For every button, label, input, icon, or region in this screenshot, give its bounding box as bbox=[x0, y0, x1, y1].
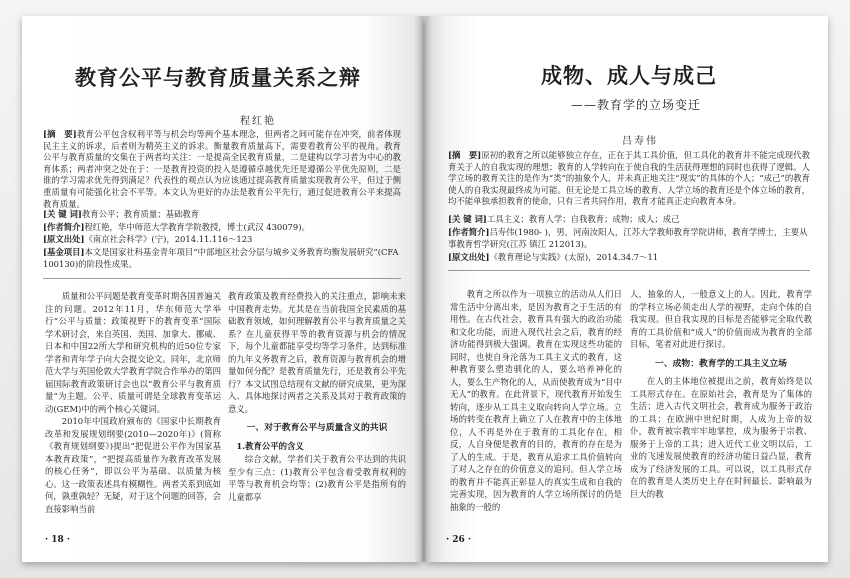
funding-label: [基金项目] bbox=[43, 246, 85, 257]
body-column-2 bbox=[630, 288, 812, 528]
funding-line bbox=[43, 246, 401, 271]
body-paragraph: 人，抽象的人，一般意义上的人。因此，教育学的学科立场必须走出人学的视野，走向个体的自我实现。但自我实现的目标是否能够完全取代教育的工具价值和“成人”的价值而成为教育的全部目标，笔者对此进行探讨。 bbox=[630, 289, 812, 349]
keywords-line bbox=[448, 213, 810, 226]
article-author: 吕寿伟 bbox=[622, 136, 658, 147]
source-line bbox=[43, 233, 401, 246]
abstract bbox=[448, 150, 810, 208]
body-paragraph: 在人的主体地位被提出之前，教育始终是以工具形式存在。在原始社会，教育是为了集体的生活；进入古代文明社会，教育成为服务于政治的工具；在欧洲中世纪时期，人成为上帝的奴仆，教育被宗教牢牢地掌控，成为服务于宗教、服务于上帝的工具；进入近代工业文明以后，工业的飞速发展使教育的经济功能日益凸显，教育成为了经济发展的工具。可以说，以工具形式存在的教育是人类历史上存在时间最长、影响最为巨大的教 bbox=[630, 376, 812, 499]
keywords-text: 工具主义；教育人学；自我教育；成物；成人；成己 bbox=[486, 214, 680, 224]
abstract-text: 教育公平包含权利平等与机会均等两个基本理念，但两者之间可能存在冲突，前者体现民主主义的诉求，后者则为精英主义的诉求。衡量教育质量高下，需要看教育公平的视角。教育公平与教育质量的交集在于两者均关注：一是提高全民教育质量，二是建构以学习者为中心的教育体系；两者冲突之处在于：一是教育投资的投入是遵循卓越优先还是遵循公平优先原则，二是谁的学习需求优先得到满足？代表性的观点认为应该通过提高教育质量实现教育公平，但过于侧重质量有可能强化社会不平等。本文认为更好的办法是教育公平先行，通过促进教育公平来提高教育质量。 bbox=[43, 129, 401, 209]
body-column-1 bbox=[450, 288, 622, 528]
right-page bbox=[426, 16, 828, 562]
left-page bbox=[22, 16, 422, 562]
body-paragraph: 教育政策及教育经费投入的关注重点，影响未来中国教育走势。尤其是在当前我国全民素质的基础教育领域，如何理解教育公平与教育质量之关系？在儿童获得平等的教育资源与机会的情况下，每个儿童都能享受均等学习条件，达到标准的九年义务教育之后，教育资源与教育机会的增量如何分配？是教育质量先行，还是教育公平先行？本文试图总结现有文献的研究成果，更为深入、具体地探讨两者之关系及其对于教育政策的意义。 bbox=[228, 291, 406, 414]
article-metadata bbox=[43, 208, 401, 271]
article-title: 成物、成人与成己 bbox=[541, 63, 717, 88]
author-info-text: 程红艳，华中师范大学教育学院教授，博士(武汉 430079)。 bbox=[84, 221, 310, 232]
article-author: 程红艳 bbox=[240, 116, 276, 127]
abstract-label: [摘 要] bbox=[43, 129, 77, 139]
page-number: · 18 · bbox=[45, 535, 71, 545]
author-info-line bbox=[43, 221, 401, 234]
header-divider bbox=[43, 278, 401, 279]
section-heading: 一、成物：教育学的工具主义立场 bbox=[655, 358, 787, 369]
body-paragraph: 质量和公平问题是教育变革时期各国普遍关注的问题。2012年11月，华东师范大学举行“公平与质量：政策视野下的教育变革”国际学术研讨会，来自英国、美国、加拿大、挪威、日本和中国22所大学和研究机构的近50位专家学者和青年学子向大会提交论文。同年，北京师范大学与英国伦敦大学教育学院合作举办的第四届国际教育政策研讨会也以“教育公平与教育质量”为主题。公平、质量可谓是全球教育变革运动(GEM)中的两个核心关键词。 bbox=[45, 291, 221, 414]
funding-text: 本文是国家社科基金青年项目“中部地区社会分层与城乡义务教育均衡发展研究”(CFA100130)的阶段性成果。 bbox=[43, 246, 399, 269]
author-info-label: [作者简介] bbox=[43, 221, 85, 232]
article-metadata bbox=[448, 213, 810, 263]
abstract-text: 原初的教育之所以能够独立存在，正在于其工具价值，但工具化的教育并不能完成现代教育关于人的自我实现的理想；教育的人学转向在于使自我的生活获得理想的同时也获得了逻辑。人学立场的教育关注的是作为“类”的抽象个人，并未真正地关注“现实”的具体的个人；“成己”的教育使人的自我实现最终成为可能。但无论是工具立场的教育、人学立场的教育还是个体立场的教育，均不能单独承担教育的使命，只有三者共同作用，教育才能真正走向教育本身。 bbox=[448, 150, 810, 207]
body-paragraph: 2010年中国政府颁布的《国家中长期教育改革和发展规划纲要(2010—2020年)》(简称《教育规划纲要》)提出“把促进公平作为国家基本教育政策”，“把提高质量作为教育改革发展的核心任务”，即以公平为基础、以质量为核心。这一政策表述具有模糊性。两者关系到底如何，孰重孰轻？无疑，对于这个问题的回答，会直接影响当前 bbox=[45, 416, 221, 514]
source-text: 《教育理论与实践》(太原)，2014.34.7～11 bbox=[489, 251, 659, 262]
source-text: 《南京社会科学》(宁)，2014.11.116～123 bbox=[84, 234, 253, 244]
subsection-heading: 1.教育公平的含义 bbox=[236, 440, 304, 451]
article-title: 教育公平与教育质量关系之辩 bbox=[75, 65, 361, 90]
keywords-label: [关 键 词] bbox=[43, 209, 82, 219]
source-label: [原文出处] bbox=[43, 234, 85, 244]
author-info-line bbox=[448, 226, 810, 251]
body-paragraph: 综合文献，学者们关于教育公平达到的共识至少有三点：(1)教育公平包含着受教育权利的平等与教育机会均等；(2)教育公平是指所有的儿童都享 bbox=[228, 454, 406, 502]
body-column-1 bbox=[45, 290, 221, 530]
keywords-text: 教育公平；教育质量；基础教育 bbox=[81, 209, 200, 219]
page-number: · 26 · bbox=[446, 535, 472, 545]
header-divider bbox=[448, 270, 810, 271]
book-fold-shadow bbox=[414, 16, 432, 562]
keywords-line bbox=[43, 208, 401, 221]
body-paragraph: 教育之所以作为一项独立的活动从人们日常生活中分离出来，是因为教育之于生活的有用性。在古代社会，教育具有强大的政治功能和文化功能，而进入现代社会之后，教育的经济功能得到极大强调。教育在实现这些功能的同时，也使自身沦落为工具主义式的教育，这种教育要么塑造驯化的人，要么培养神化的人，要么生产物化的人，从而使教育成为“目中无人”的教育。在此背景下，现代教育开始发生转向，逐步从工具主义取向转向人学立场。立场的转变在教育上确立了人在教育中的主体地位，人不再是外在于教育的工具化存在，相反，人自身便是教育的目的，教育的存在是为了人的生成。于是，教育从追求工具价值转向了对人之存在的价值意义的追问。但人学立场的教育并不能真正彰显人的真实生成和自我的完善实现，因为教育的人学立场所探讨的仍是抽象的一般的 bbox=[450, 289, 622, 512]
article-subtitle: ——教育学的立场变迁 bbox=[571, 98, 702, 112]
section-heading: 一、对于教育公平与质量含义的共识 bbox=[246, 423, 388, 433]
keywords-label: [关 键 词] bbox=[448, 214, 487, 224]
source-line bbox=[448, 251, 810, 264]
author-info-label: [作者简介] bbox=[448, 226, 490, 237]
body-column-2 bbox=[228, 290, 406, 530]
abstract bbox=[43, 129, 401, 210]
source-label: [原文出处] bbox=[448, 251, 490, 262]
author-info-text: 吕寿伟(1980- )，男，河南汝阳人，江苏大学教师教育学院讲师，教育学博士，主要从事教育哲学研究(江苏 镇江 212013)。 bbox=[448, 226, 808, 249]
abstract-label: [摘 要] bbox=[448, 150, 482, 160]
